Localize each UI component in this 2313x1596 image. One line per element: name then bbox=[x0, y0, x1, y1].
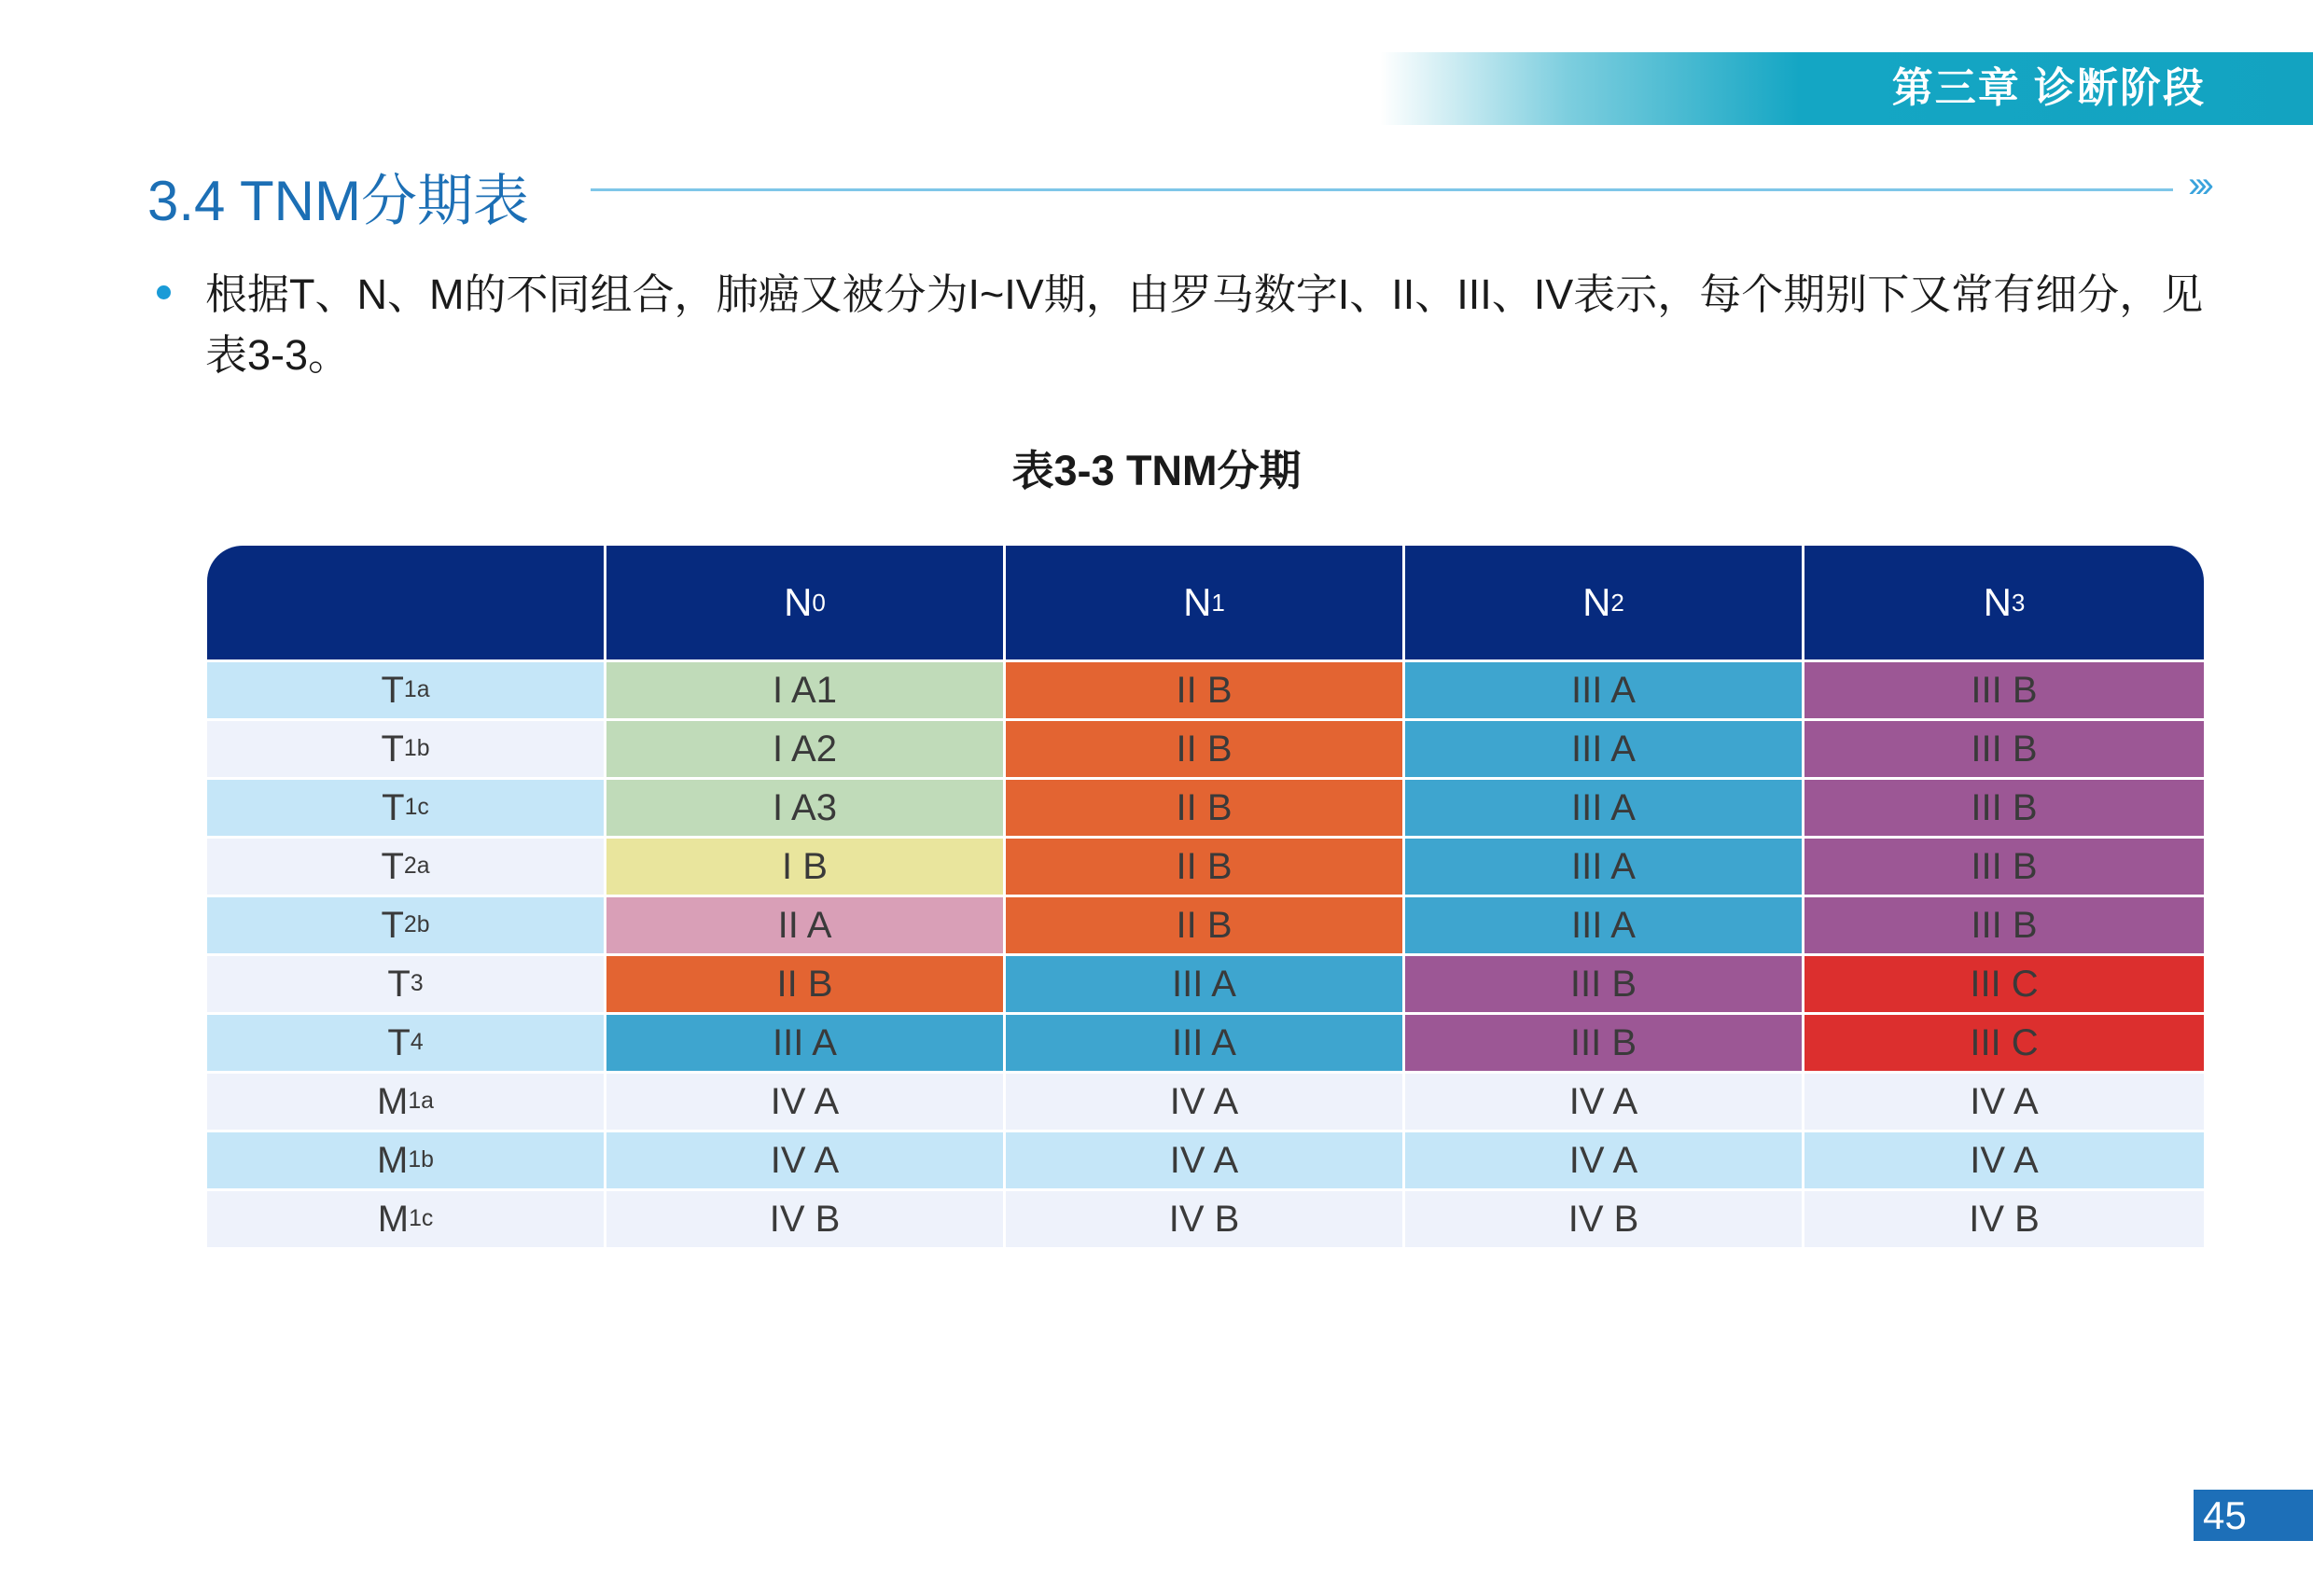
stage-cell: III C bbox=[1804, 1015, 2204, 1071]
stage-cell: III A bbox=[1006, 956, 1405, 1012]
stage-cell: IV A bbox=[606, 1132, 1006, 1188]
page-number: 45 bbox=[2194, 1490, 2313, 1541]
stage-cell: III C bbox=[1804, 956, 2204, 1012]
row-label: T 1a bbox=[207, 662, 606, 718]
stage-cell: IV A bbox=[1405, 1074, 1804, 1130]
stage-cell: IV A bbox=[606, 1074, 1006, 1130]
row-label-base: M bbox=[377, 1080, 409, 1122]
chapter-banner bbox=[1380, 52, 2313, 125]
stage-cell: III A bbox=[1006, 1015, 1405, 1071]
row-label-base: T bbox=[381, 845, 404, 887]
table-row bbox=[207, 953, 2204, 1012]
stage-cell: III B bbox=[1804, 780, 2204, 836]
stage-cell: III B bbox=[1804, 897, 2204, 953]
stage-cell: II B bbox=[1006, 839, 1405, 895]
stage-cell: II B bbox=[1006, 662, 1405, 718]
header-cell-n2: N 2 bbox=[1405, 546, 1804, 659]
stage-cell: II A bbox=[606, 897, 1006, 953]
section-divider bbox=[591, 188, 2173, 191]
chapter-title: 第三章 诊断阶段 bbox=[1891, 65, 2206, 111]
header-n1-base: N bbox=[1183, 580, 1212, 624]
stage-cell: I A2 bbox=[606, 721, 1006, 777]
row-label-base: T bbox=[387, 963, 411, 1005]
header-n2-base: N bbox=[1582, 580, 1611, 624]
table-row bbox=[207, 662, 2204, 718]
stage-cell: III B bbox=[1804, 721, 2204, 777]
stage-cell: I A3 bbox=[606, 780, 1006, 836]
header-n0-base: N bbox=[784, 580, 813, 624]
header-n3-base: N bbox=[1983, 580, 2012, 624]
table-body bbox=[207, 662, 2204, 1247]
table-row bbox=[207, 777, 2204, 836]
tnm-staging-table bbox=[207, 546, 2204, 1247]
stage-cell: III A bbox=[1405, 780, 1804, 836]
row-label: T 4 bbox=[207, 1015, 606, 1071]
stage-cell: IV B bbox=[1405, 1191, 1804, 1247]
stage-cell: IV B bbox=[1804, 1191, 2204, 1247]
chevron-right-icon: ››› bbox=[2188, 164, 2208, 205]
stage-cell: IV A bbox=[1405, 1132, 1804, 1188]
table-row bbox=[207, 718, 2204, 777]
bullet-icon bbox=[157, 285, 171, 299]
row-label: T 2a bbox=[207, 839, 606, 895]
stage-cell: IV B bbox=[1006, 1191, 1405, 1247]
stage-cell: IV A bbox=[1006, 1074, 1405, 1130]
stage-cell: IV A bbox=[1006, 1132, 1405, 1188]
stage-cell: IV B bbox=[606, 1191, 1006, 1247]
table-row bbox=[207, 1012, 2204, 1071]
table-row bbox=[207, 1188, 2204, 1247]
stage-cell: III B bbox=[1405, 956, 1804, 1012]
row-label-base: T bbox=[382, 786, 405, 828]
stage-cell: II B bbox=[606, 956, 1006, 1012]
row-label: T 3 bbox=[207, 956, 606, 1012]
table-row bbox=[207, 895, 2204, 953]
stage-cell: III A bbox=[1405, 662, 1804, 718]
row-label-base: T bbox=[387, 1021, 411, 1063]
header-corner-cell bbox=[207, 546, 606, 659]
row-label-base: T bbox=[381, 669, 404, 711]
stage-cell: III B bbox=[1405, 1015, 1804, 1071]
stage-cell: III B bbox=[1804, 662, 2204, 718]
section-title: 3.4 TNM分期表 bbox=[147, 170, 529, 232]
stage-cell: IV A bbox=[1804, 1132, 2204, 1188]
stage-cell: III A bbox=[606, 1015, 1006, 1071]
header-cell-n3: N 3 bbox=[1983, 580, 2026, 624]
intro-paragraph: 根据T、N、M的不同组合，肺癌又被分为I~IV期，由罗马数字I、II、III、IV表示，每个期别下又常有细分，见表3-3。 bbox=[205, 271, 2204, 379]
table-row bbox=[207, 836, 2204, 895]
row-label-base: T bbox=[381, 728, 404, 770]
table-caption: 表3-3 TNM分期 bbox=[1011, 447, 1302, 494]
row-label: T 1b bbox=[207, 721, 606, 777]
row-label: T 2b bbox=[207, 897, 606, 953]
row-label-base: T bbox=[381, 904, 404, 946]
header-cell-n0: N 0 bbox=[606, 546, 1006, 659]
row-label-base: M bbox=[377, 1139, 409, 1181]
stage-cell: III B bbox=[1804, 839, 2204, 895]
stage-cell: I B bbox=[606, 839, 1006, 895]
header-cell-n1: N 1 bbox=[1006, 546, 1405, 659]
stage-cell: I A1 bbox=[606, 662, 1006, 718]
stage-cell: III A bbox=[1405, 897, 1804, 953]
table-row bbox=[207, 1071, 2204, 1130]
row-label: M 1a bbox=[207, 1074, 606, 1130]
row-label-base: M bbox=[377, 1198, 410, 1240]
stage-cell: IV A bbox=[1804, 1074, 2204, 1130]
table-row bbox=[207, 1130, 2204, 1188]
table-header-row bbox=[207, 546, 2204, 659]
stage-cell: II B bbox=[1006, 721, 1405, 777]
stage-cell: III A bbox=[1405, 839, 1804, 895]
stage-cell: II B bbox=[1006, 897, 1405, 953]
row-label: M 1b bbox=[207, 1132, 606, 1188]
stage-cell: II B bbox=[1006, 780, 1405, 836]
row-label: T 1c bbox=[207, 780, 606, 836]
row-label: M 1c bbox=[207, 1191, 606, 1247]
stage-cell: III A bbox=[1405, 721, 1804, 777]
